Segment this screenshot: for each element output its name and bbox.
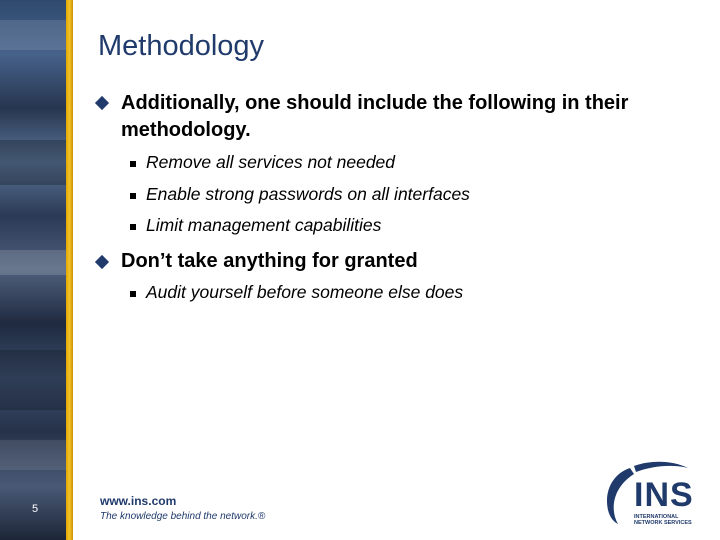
bullet-text: Don’t take anything for granted — [121, 250, 418, 272]
logo-subtext — [634, 514, 692, 526]
slide-title: Methodology — [98, 30, 265, 62]
diamond-bullet-icon — [95, 96, 109, 110]
logo-subtext-line: NETWORK SERVICES — [634, 520, 692, 526]
footer-tagline: The knowledge behind the network.® — [100, 511, 266, 522]
sub-bullet-text: Audit yourself before someone else does — [146, 282, 464, 302]
diamond-bullet-icon — [95, 255, 109, 269]
photo-band — [0, 250, 66, 275]
square-bullet-icon — [130, 193, 136, 199]
gold-divider — [66, 0, 73, 540]
square-bullet-icon — [130, 161, 136, 167]
photo-band — [0, 140, 66, 185]
sub-bullet-text: Limit management capabilities — [146, 215, 382, 235]
photo-strip-image — [0, 0, 66, 540]
sub-bullet-text: Enable strong passwords on all interfaces — [146, 184, 470, 204]
photo-band — [0, 440, 66, 470]
footer-url[interactable]: www.ins.com — [100, 494, 177, 508]
logo-text: INS — [634, 476, 694, 514]
bullet-text: Additionally, one should include the following in their methodology. — [121, 92, 629, 141]
ins-logo — [600, 458, 700, 538]
square-bullet-icon — [130, 224, 136, 230]
square-bullet-icon — [130, 291, 136, 297]
sub-bullet-text: Remove all services not needed — [146, 152, 396, 172]
photo-band — [0, 350, 66, 410]
photo-band — [0, 20, 66, 50]
page-number: 5 — [32, 503, 39, 515]
logo-subtext-line: INTERNATIONAL — [634, 514, 679, 520]
